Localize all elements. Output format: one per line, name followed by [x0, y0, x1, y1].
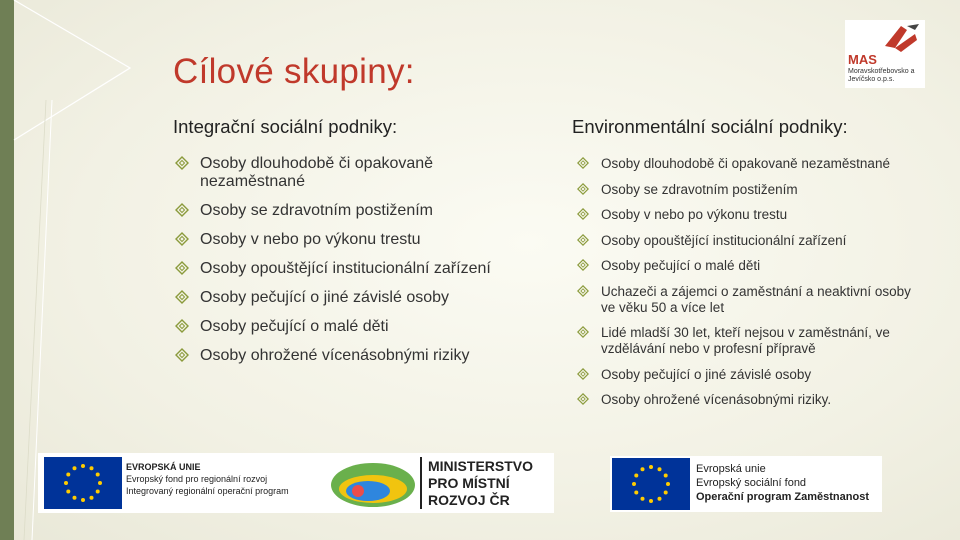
- list-item-text: Osoby dlouhodobě či opakovaně nezaměstnané: [601, 156, 890, 171]
- list-item-text: Lidé mladší 30 let, kteří nejsou v zaměstnání, ve vzdělávání nebo v profesní přípravě: [601, 325, 890, 356]
- diamond-bullet-icon: [175, 203, 189, 217]
- environmental-heading: Environmentální sociální podniky:: [572, 116, 848, 137]
- logo-divider: [420, 457, 422, 509]
- eu-flag-icon: [44, 457, 122, 509]
- list-item: [572, 258, 917, 274]
- list-item: [173, 260, 513, 278]
- list-item: [572, 156, 917, 172]
- page-title: Cílové skupiny:: [173, 52, 415, 91]
- diamond-bullet-icon: [175, 156, 189, 170]
- list-item: [572, 367, 917, 383]
- environmental-list: [572, 156, 917, 408]
- list-item: [572, 233, 917, 249]
- list-item: [173, 231, 513, 249]
- diamond-bullet-icon: [175, 232, 189, 246]
- diamond-bullet-icon: [175, 290, 189, 304]
- list-item: [572, 207, 917, 223]
- diamond-bullet-icon: [577, 393, 589, 405]
- diamond-bullet-icon: [577, 234, 589, 246]
- list-item-text: Osoby opouštějící institucionální zařízení: [200, 260, 491, 277]
- diamond-bullet-icon: [175, 261, 189, 275]
- diamond-bullet-icon: [577, 157, 589, 169]
- list-item-text: Uchazeči a zájemci o zaměstnání a neaktivní osoby ve věku 50 a více let: [601, 283, 911, 315]
- eu-text-block: [126, 461, 289, 497]
- list-item: [173, 155, 513, 191]
- integration-heading: Integrační sociální podniky:: [173, 116, 398, 137]
- list-item: [173, 289, 513, 307]
- diamond-bullet-icon: [577, 285, 589, 297]
- diamond-bullet-icon: [577, 326, 589, 338]
- opz-line: Evropský sociální fond: [696, 477, 807, 489]
- eu-line: EVROPSKÁ UNIE: [126, 462, 201, 472]
- list-item: [173, 347, 513, 365]
- environmental-column: [572, 116, 917, 418]
- opz-line: Evropská unie: [696, 463, 766, 475]
- diamond-bullet-icon: [175, 348, 189, 362]
- list-item: [572, 392, 917, 408]
- irop-logo-strip: [38, 453, 554, 513]
- list-item-text: Osoby ohrožené vícenásobnými riziky: [200, 347, 470, 364]
- eu-line: Integrovaný regionální operační program: [126, 486, 289, 496]
- bird-icon: [845, 20, 925, 54]
- diamond-bullet-icon: [577, 259, 589, 271]
- ministry-line: PRO MÍSTNÍ: [428, 475, 510, 491]
- integration-list: [173, 155, 513, 365]
- list-item-text: Osoby pečující o jiné závislé osoby: [200, 289, 450, 306]
- list-item: [173, 318, 513, 336]
- mas-logo-text: MAS: [848, 52, 877, 67]
- list-item-text: Osoby v nebo po výkonu trestu: [601, 207, 788, 222]
- list-item-text: Osoby dlouhodobě či opakovaně nezaměstnané: [200, 155, 434, 190]
- list-item-text: Osoby pečující o jiné závislé osoby: [601, 366, 812, 382]
- opz-line: Operační program Zaměstnanost: [696, 491, 869, 503]
- list-item-text: Osoby v nebo po výkonu trestu: [200, 231, 421, 248]
- mas-logo-subtitle: Moravskotřebovsko a Jevíčsko o.p.s.: [848, 68, 915, 83]
- list-item: [572, 284, 917, 316]
- ministry-text-block: [428, 458, 533, 509]
- eu-line: Evropský fond pro regionální rozvoj: [126, 474, 268, 484]
- ministry-line: ROZVOJ ČR: [428, 492, 510, 508]
- integration-column: [173, 116, 513, 376]
- list-item-text: Osoby se zdravotním postižením: [601, 181, 798, 197]
- eu-flag-icon: [612, 458, 690, 510]
- opz-text-block: [696, 462, 869, 504]
- list-item: [173, 202, 513, 220]
- diamond-bullet-icon: [577, 208, 589, 220]
- diamond-bullet-icon: [577, 183, 589, 195]
- mas-logo: [845, 20, 925, 88]
- list-item-text: Osoby pečující o malé děti: [601, 258, 761, 273]
- ministry-line: MINISTERSTVO: [428, 458, 534, 474]
- opz-logo-strip: [610, 456, 882, 512]
- list-item-text: Osoby pečující o malé děti: [200, 318, 389, 335]
- list-item: [572, 325, 917, 357]
- list-item-text: Osoby opouštějící institucionální zařízení: [601, 232, 847, 248]
- ministry-emblem-icon: [328, 459, 418, 509]
- list-item-text: Osoby ohrožené vícenásobnými riziky.: [601, 392, 832, 407]
- list-item-text: Osoby se zdravotním postižením: [200, 202, 433, 219]
- diamond-bullet-icon: [175, 319, 189, 333]
- diamond-bullet-icon: [577, 368, 589, 380]
- list-item: [572, 182, 917, 198]
